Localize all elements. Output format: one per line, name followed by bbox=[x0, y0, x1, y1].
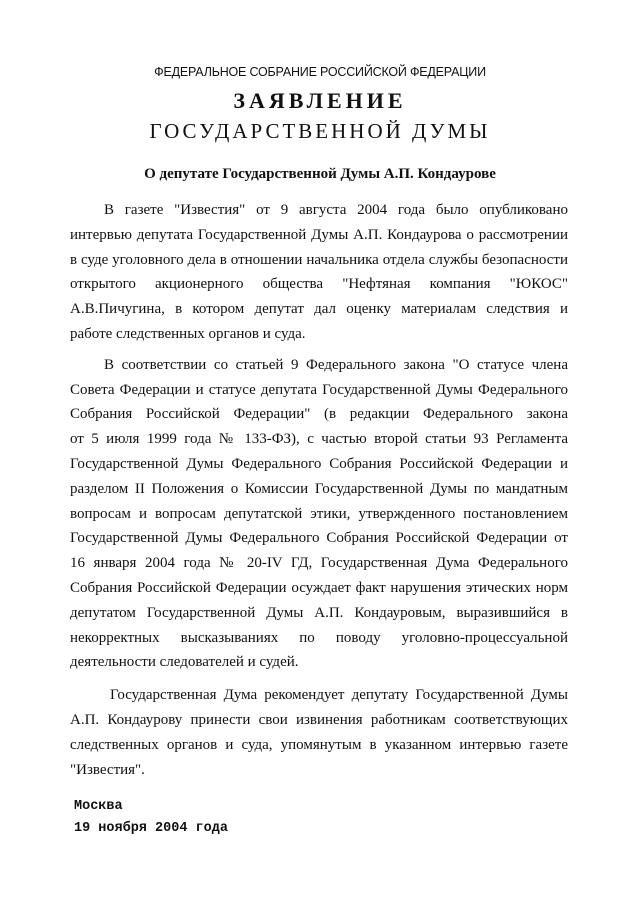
paragraph-line: В газете "Известия" от 9 августа 2004 года было опубликовано bbox=[104, 202, 568, 218]
paragraph-line: Государственной Думы Федерального Собрания Российской Федерации от bbox=[70, 530, 568, 547]
paragraph-line: открытого акционерного общества "Нефтяная компания "ЮКОС" bbox=[70, 276, 568, 293]
paragraph-line: депутатом Государственной Думы А.П. Кондауровым, выразившийся в bbox=[70, 604, 568, 621]
paragraph-line: Государственная Дума рекомендует депутату Государственной Думы bbox=[110, 687, 568, 704]
place-label: Москва bbox=[74, 799, 123, 814]
document-heading: О депутате Государственной Думы А.П. Кондаурове bbox=[144, 166, 496, 182]
paragraph-line: вопросам и вопросам депутатской этики, утвержденного постановлением bbox=[70, 505, 568, 522]
document-body bbox=[70, 198, 568, 782]
date-label: 19 ноября 2004 года bbox=[74, 821, 228, 836]
document-subtitle: ГОСУДАРСТВЕННОЙ ДУМЫ bbox=[149, 119, 491, 143]
paragraph-line: деятельности следователей и судей. bbox=[70, 654, 299, 671]
parliament-header: ФЕДЕРАЛЬНОЕ СОБРАНИЕ РОССИЙСКОЙ ФЕДЕРАЦИИ bbox=[154, 65, 486, 79]
paragraph-line: 16 января 2004 года № 20-IV ГД, Государственная Дума Федерального bbox=[70, 555, 568, 572]
paragraph-line: от 5 июля 1999 года № 133-ФЗ), с частью второй статьи 93 Регламента bbox=[70, 431, 568, 448]
paragraph-line: В соответствии со статьей 9 Федерального закона "О статусе члена bbox=[104, 356, 568, 373]
paragraph-3 bbox=[70, 683, 568, 782]
paragraph-line: Государственной Думы Федерального Собрания Российской Федерации и bbox=[70, 455, 568, 472]
paragraph-line: интервью депутата Государственной Думы А.П. Кондаурова о рассмотрении bbox=[70, 226, 568, 243]
paragraph-line: работе следственных органов и суда. bbox=[70, 325, 306, 342]
paragraph-line: Собрания Российской Федерации осуждает факт нарушения этических норм bbox=[70, 579, 568, 596]
paragraph-line: Собрания Российской Федерации" (в редакции Федерального закона bbox=[70, 406, 568, 423]
paragraph-line: разделом II Положения о Комиссии Государственной Думы по мандатным bbox=[70, 480, 568, 497]
document-title: ЗАЯВЛЕНИЕ bbox=[233, 88, 407, 113]
paragraph-line: А.П. Кондаурову принести свои извинения работникам соответствующих bbox=[70, 711, 568, 728]
paragraph-line: "Известия". bbox=[70, 761, 145, 778]
paragraph-line: следственных органов и суда, упомянутым в указанном интервью газете bbox=[70, 736, 568, 753]
paragraph-line: А.В.Пичугина, в котором депутат дал оценку материалам следствия и bbox=[70, 301, 568, 318]
paragraph-line: Совета Федерации и статусе депутата Государственной Думы Федерального bbox=[70, 381, 568, 398]
paragraph-2 bbox=[70, 353, 568, 675]
signature-block bbox=[74, 796, 228, 840]
paragraph-1 bbox=[70, 198, 568, 347]
paragraph-line: в суде уголовного дела в отношении начальника отдела службы безопасности bbox=[70, 251, 568, 268]
paragraph-line: некорректных высказываниях по поводу уголовно-процессуальной bbox=[70, 629, 568, 646]
